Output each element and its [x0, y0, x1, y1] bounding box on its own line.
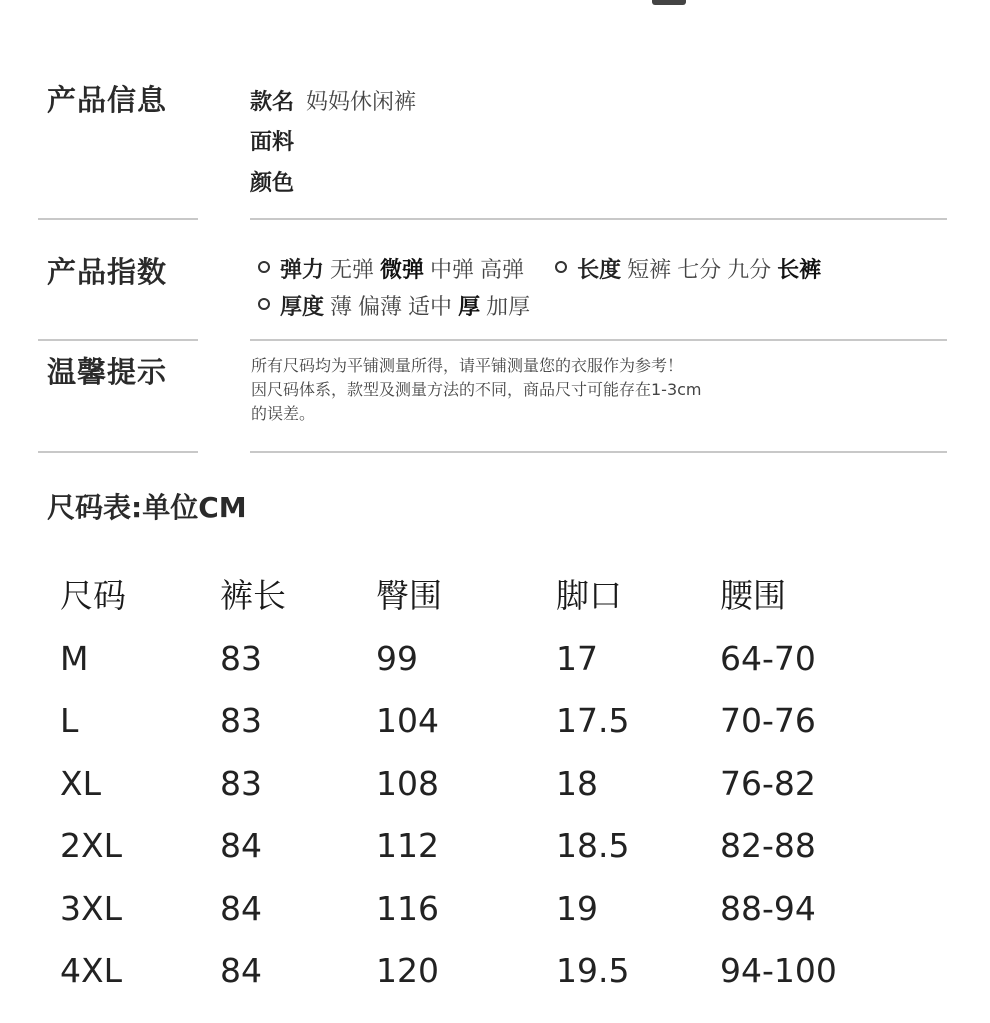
- table-cell: L: [60, 701, 79, 740]
- table-cell: 99: [376, 638, 418, 678]
- index-line-2: [258, 290, 554, 321]
- divider-left: [38, 451, 198, 453]
- header-cell: 臀围: [376, 576, 442, 615]
- info-row-color: [250, 166, 306, 197]
- table-cell: 70-76: [720, 701, 816, 740]
- table-cell: 2XL: [60, 826, 122, 865]
- index-line-1: [258, 253, 845, 284]
- header-cell: 脚口: [556, 576, 622, 615]
- index-group-length: [555, 253, 827, 284]
- index-option: 高弹: [480, 258, 525, 283]
- table-cell: 18.5: [556, 826, 630, 865]
- index-option: 九分: [727, 258, 772, 283]
- table-cell: 104: [376, 701, 439, 740]
- table-cell: 84: [220, 826, 262, 865]
- divider-left: [38, 339, 198, 341]
- info-key: 款名: [250, 90, 295, 115]
- table-cell: 76-82: [720, 763, 816, 803]
- table-cell: 83: [220, 763, 262, 803]
- index-group-elasticity: [258, 253, 530, 284]
- header-cell: 腰围: [720, 576, 786, 615]
- index-option-selected: 长裤: [777, 258, 822, 283]
- table-cell: 83: [220, 638, 262, 678]
- divider-right: [250, 339, 947, 341]
- table-cell: 84: [220, 951, 262, 990]
- index-option-selected: 微弹: [380, 258, 425, 283]
- index-option: 偏薄: [358, 295, 403, 320]
- divider-left: [38, 218, 198, 220]
- info-key: 颜色: [250, 171, 295, 196]
- index-option: 中弹: [430, 258, 475, 283]
- circle-bullet-icon: [555, 261, 567, 273]
- table-cell: 120: [376, 951, 439, 990]
- index-option: 适中: [408, 295, 453, 320]
- index-name: 长度: [577, 258, 622, 283]
- table-cell: 19: [556, 888, 598, 928]
- table-cell: 64-70: [720, 638, 816, 678]
- table-cell: 116: [376, 888, 439, 928]
- index-option-selected: 厚: [458, 295, 481, 320]
- table-cell: 19.5: [556, 951, 630, 990]
- index-name: 弹力: [280, 258, 325, 283]
- header-cell: 裤长: [220, 576, 286, 615]
- tips-text: [251, 354, 871, 426]
- info-row-fabric: [250, 125, 306, 156]
- index-name: 厚度: [280, 295, 325, 320]
- circle-bullet-icon: [258, 261, 270, 273]
- size-chart-title: 尺码表:单位CM: [47, 491, 247, 524]
- table-cell: 83: [220, 701, 262, 740]
- divider-right: [250, 451, 947, 453]
- index-option: 短裤: [627, 258, 672, 283]
- table-cell: 18: [556, 763, 598, 803]
- table-cell: 4XL: [60, 951, 122, 990]
- table-cell: 84: [220, 888, 262, 928]
- top-decoration-mark: [652, 0, 686, 5]
- table-cell: 17.5: [556, 701, 630, 740]
- table-cell: 3XL: [60, 888, 122, 928]
- table-cell: XL: [60, 763, 101, 803]
- table-cell: M: [60, 638, 89, 678]
- info-row-style-name: [250, 85, 416, 116]
- divider-right: [250, 218, 947, 220]
- table-cell: 17: [556, 638, 598, 678]
- header-cell: 尺码: [60, 576, 126, 615]
- info-value: 妈妈休闲裤: [306, 90, 417, 115]
- table-cell: 108: [376, 763, 439, 803]
- info-key: 面料: [250, 130, 295, 155]
- tips-line: 的误差。: [251, 404, 316, 423]
- table-cell: 112: [376, 826, 439, 865]
- tips-line: 因尺码体系，款型及测量方法的不同，商品尺寸可能存在1-3cm: [251, 380, 702, 399]
- table-cell: 88-94: [720, 888, 816, 928]
- product-info-label: 产品信息: [47, 83, 168, 117]
- product-index-label: 产品指数: [47, 255, 168, 289]
- index-option: 加厚: [486, 295, 531, 320]
- index-group-thickness: [258, 290, 536, 321]
- circle-bullet-icon: [258, 298, 270, 310]
- table-cell: 94-100: [720, 951, 837, 990]
- tips-line: 所有尺码均为平铺测量所得，请平铺测量您的衣服作为参考！: [251, 356, 684, 375]
- index-option: 无弹: [330, 258, 375, 283]
- tips-label: 温馨提示: [47, 355, 168, 389]
- table-cell: 82-88: [720, 826, 816, 865]
- index-option: 七分: [677, 258, 722, 283]
- index-option: 薄: [330, 295, 353, 320]
